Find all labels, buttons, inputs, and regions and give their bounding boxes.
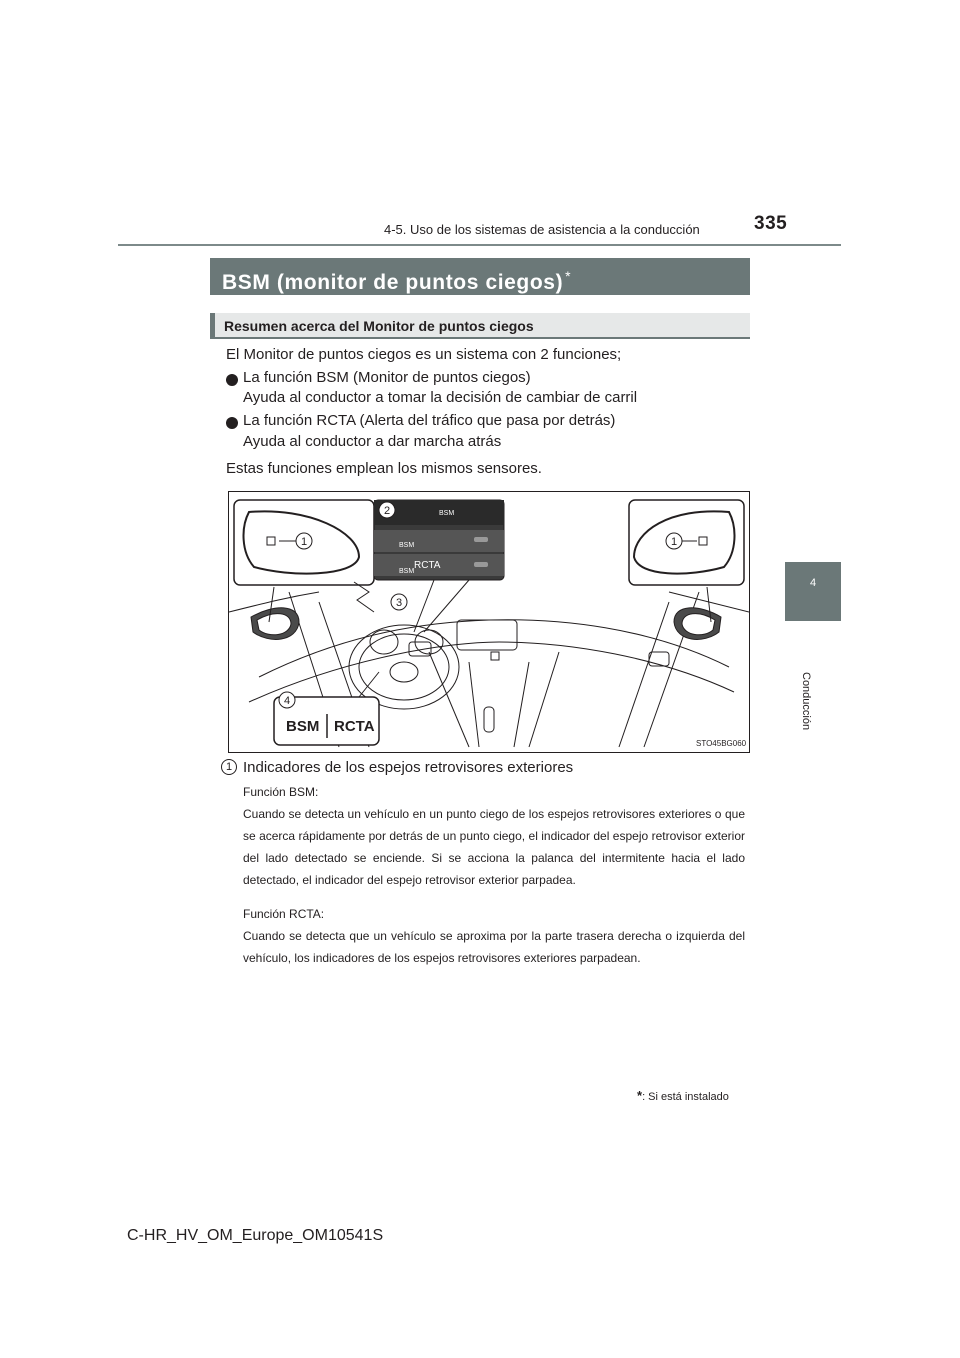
bullet-1-desc: Ayuda al conductor a tomar la decisión de cambiar de carril [243,389,638,406]
svg-text:3: 3 [396,597,403,609]
screen-label: BSM [399,568,415,575]
figure-code: STO45BG060 [696,739,747,748]
item-1-title: Indicadores de los espejos retrovisores exteriores [243,759,574,776]
bsm-function-text: Cuando se detecta un vehículo en un punto ciego de los espejos retrovisores exteriores o que se acerca rápidamente por detrás de un punto ciego, el indicador del espejo retrovisor exterior del lado detectado se enciende. Si se acciona la palanca del intermitente hacia el lado detectado, el indicador del espejo retrovisor exterior parpadea. [243,807,745,887]
screen-label: RCTA [414,560,441,571]
rcta-switch-label: RCTA [334,718,375,735]
page-number: 335 [754,213,788,234]
bullet-2-desc: Ayuda al conductor a dar marcha atrás [243,433,502,450]
page-title [210,258,750,295]
bullet-icon [226,374,238,386]
item-number-icon: 1 [221,759,237,775]
dashboard-illustration [228,491,750,753]
bsm-function-heading: Función BSM: [243,785,319,799]
subsection-heading [210,313,750,339]
sensors-note: Estas funciones emplean los mismos sensores. [226,460,542,477]
bsm-switch-label: BSM [286,718,320,735]
bullet-2-title: La función RCTA (Alerta del tráfico que pasa por detrás) [243,412,616,429]
subsection-accent [210,313,215,337]
header-section: 4-5. Uso de los sistemas de asistencia a la conducción [384,222,700,237]
asterisk-icon: * [637,1088,643,1103]
bullet-1-title: La función BSM (Monitor de puntos ciegos) [243,369,531,386]
svg-text:4: 4 [284,695,291,707]
document-id: C-HR_HV_OM_Europe_OM10541S [127,1227,384,1244]
chapter-label: Conducción [800,672,812,731]
svg-text:2: 2 [384,505,391,517]
chapter-number: 4 [809,577,817,589]
bullet-icon [226,417,238,429]
dashboard-drawing [229,492,749,752]
rcta-function-heading: Función RCTA: [243,907,325,921]
intro-text: El Monitor de puntos ciegos es un sistema con 2 funciones; [226,346,622,363]
svg-text:1: 1 [301,536,308,548]
screen-label: BSM [439,510,455,517]
chapter-tab [785,562,841,621]
screen-label: BSM [399,542,415,549]
svg-text:1: 1 [671,536,678,548]
subsection-title: Resumen acerca del Monitor de puntos ciegos [224,318,534,334]
footnote [637,1088,729,1103]
footnote-text: : Si está instalado [642,1091,729,1103]
page-title-text: BSM (monitor de puntos ciegos) [222,271,564,294]
rcta-function-text: Cuando se detecta que un vehículo se aproxima por la parte trasera derecha o izquierda del vehículo, los indicadores de los espejos retrovisores exteriores parpadean. [243,929,745,965]
header-rule [118,244,841,246]
asterisk-icon: * [565,268,572,284]
